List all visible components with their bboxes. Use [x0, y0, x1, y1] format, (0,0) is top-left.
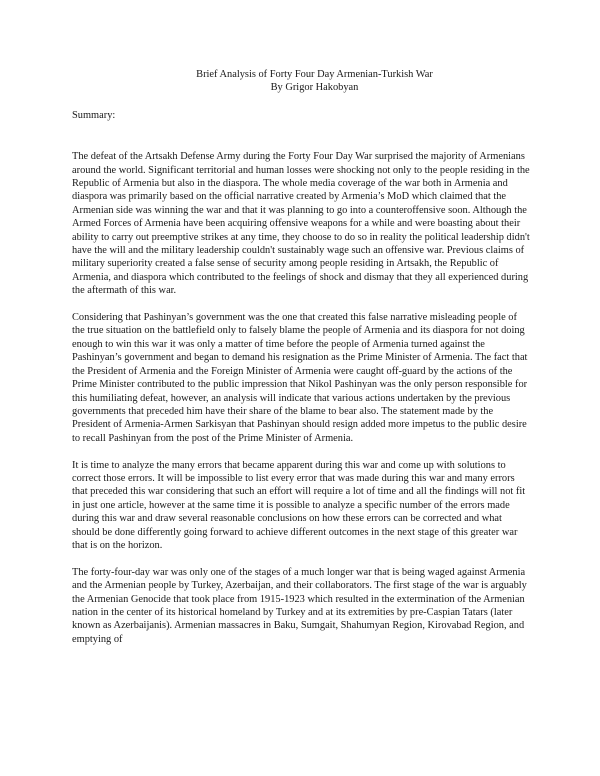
paragraph-1: The defeat of the Artsakh Defense Army during the Forty Four Day War surprised the majority of Armenians around the world. Significant territorial and human losses were shocking not only to the people residing in the Republic of Armenia but also in the diaspora. The whole media coverage of the war both in Armenia and diaspora was primarily based on the official narrative created by Armenia’s MoD which claimed that the Armenian side was winning the war and that it was planning to go into a counteroffensive soon. Although the Armed Forces of Armenia have been acquiring offensive weapons for a while and were boasting about their ability to carry out preemptive strikes at any time, they choose to do so in reality the political leadership didn't have the will and the military leadership couldn't sustainably wage such an offensive war. Previous claims of military superiority created a false sense of security among people residing in Artsakh, the Republic of Armenia, and diaspora which contributed to the feelings of shock and dismay that they all experienced during the aftermath of this war. — [72, 151, 530, 297]
document-page — [72, 68, 532, 646]
document-author: By Grigor Hakobyan — [270, 82, 359, 94]
title-block — [97, 68, 532, 95]
paragraph-2: Considering that Pashinyan’s government was the one that created this false narrative misleading people of the true situation on the battlefield only to falsely blame the people of Armenia and its diaspora for not doing enough to win this war it was only a matter of time before the people of Armenia turned against the Pashinyan’s government and began to demand his resignation as the Prime Minister of Armenia. The fact that the President of Armenia and the Foreign Minister of Armenia were caught off-guard by the actions of the Prime Minister contributed to the public impression that Nikol Pashinyan was the only person responsible for this humiliating defeat, however, an analysis will indicate that various actions undertaken by the previous governments that preceded him have their share of the blame to bear also. The statement made by the President of Armenia-Armen Sarkisyan that Pashinyan should resign added more impetus to the public desire to recall Pashinyan from the post of the Prime Minister of Armenia. — [72, 312, 528, 444]
paragraph-3: It is time to analyze the many errors that became apparent during this war and come up with solutions to correct those errors. It will be impossible to list every error that was made during this war and many errors that preceded this war considering that such an effort will require a lot of time and all the findings will not fit in just one article, however at the same time it is possible to analyze a specific number of the errors made during this war and draw several reasonable conclusions on how these errors can be corrected and what should be done differently going forward to achieve different outcomes in the next stage of this greater war that is on the horizon. — [72, 459, 526, 551]
summary-heading: Summary: — [72, 109, 116, 121]
paragraph-4: The forty-four-day war was only one of the stages of a much longer war that is being waged against Armenia and the Armenian people by Turkey, Azerbaijan, and their collaborators. The first stage of the war is arguably the Armenian Genocide that took place from 1915-1923 which resulted in the extermination of the Armenian nation in the center of its historical homeland by Turkey and at its extremities by pre-Caspian Tatars (later known as Azerbaijanis). Armenian massacres in Baku, Sumgait, Shahumyan Region, Kirovabad Region, and emptying of — [72, 566, 527, 645]
document-title: Brief Analysis of Forty Four Day Armenian-Turkish War — [196, 69, 433, 80]
